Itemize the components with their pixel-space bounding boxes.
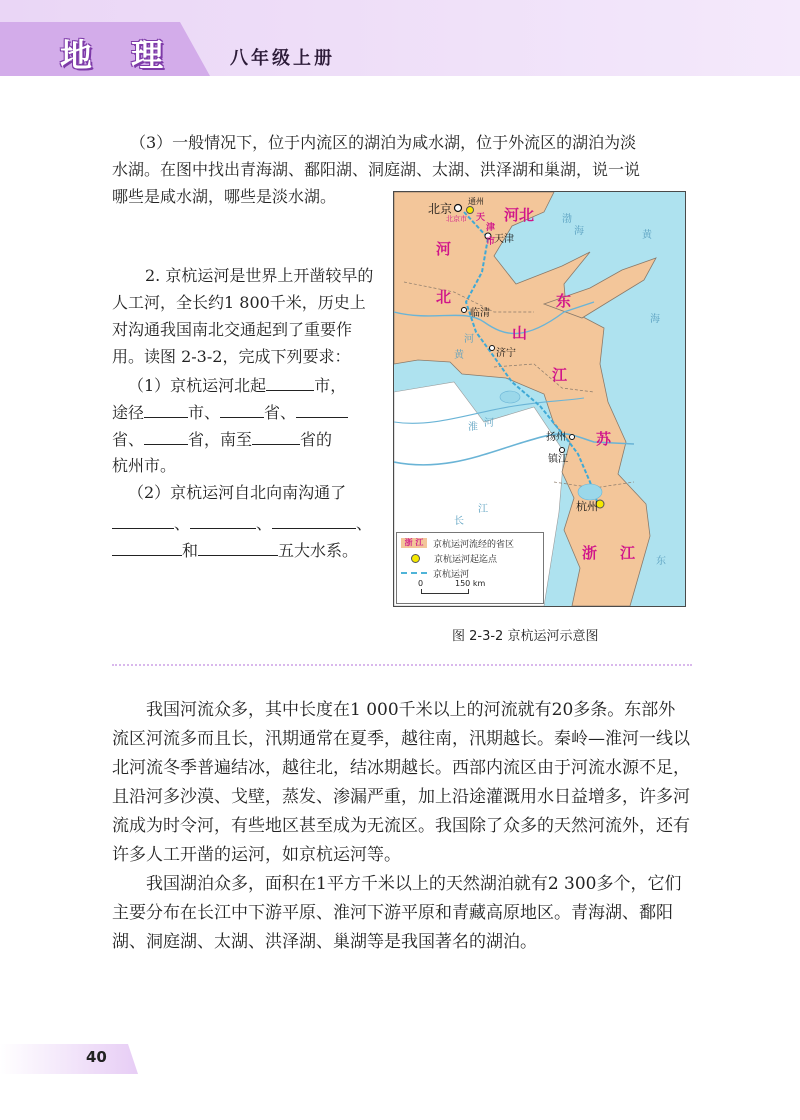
map-water-bo: 渤 — [562, 214, 572, 225]
map-water-chang: 长 — [454, 516, 464, 527]
legend-endpoint-icon — [411, 554, 420, 563]
figure-caption: 图 2-3-2 京杭运河示意图 — [452, 629, 599, 644]
question2-part1-line1 — [128, 372, 346, 399]
map-label-he: 河 — [436, 240, 452, 258]
map-city-beijing: 北京 — [428, 202, 453, 216]
part2-end: 五大水系。 — [278, 541, 359, 560]
body-paragraph-rivers: 我国河流众多，其中长度在1 000千米以上的河流就有20多条。东部外流区河流多而且长，汛期通常在夏季，越往南，汛期越长。秦岭—淮河一线以北河流冬季普遍结冰，越往北，结冰期越长。西部内流区由于河流水源不足，且沿河多沙漠、戈壁，蒸发、渗漏严重，加上沿途灌溉用水日益增多，许多河流成为时令河，有些地区甚至成为无流区。我国除了众多的天然河流外，还有许多人工开凿的运河，如京杭运河等。 — [112, 700, 690, 865]
map-label-jin: 津 — [486, 223, 496, 233]
jining-marker — [490, 346, 495, 351]
yangzhou-marker — [570, 435, 575, 440]
blank-start-city[interactable] — [266, 372, 314, 391]
question2-line2: 人工河，全长约1 800千米，历史上 — [112, 293, 366, 312]
question2-part1-line2 — [112, 399, 348, 426]
map-label-shi: 市 — [486, 237, 496, 247]
blank-province-3[interactable] — [144, 426, 188, 445]
map-water-huai-he: 河 — [484, 418, 494, 429]
page-number: 40 — [86, 1048, 107, 1066]
map-label-bei: 北 — [436, 288, 452, 306]
map-city-hangzhou: 杭州 — [576, 500, 598, 513]
part1-city-sep: 市、 — [188, 403, 221, 422]
map-label-jiang-2: 江 — [620, 544, 636, 562]
section-divider — [112, 664, 692, 666]
legend-canal-icon — [401, 572, 427, 574]
legend-canal-label: 京杭运河 — [433, 569, 470, 580]
map-label-hebei-small: 河北 — [504, 206, 535, 224]
blank-province-2[interactable] — [296, 399, 348, 418]
map-label-jiang: 江 — [552, 366, 568, 384]
map-water-hai-2: 海 — [650, 314, 660, 325]
legend-row-canal — [401, 567, 469, 579]
part2-and: 和 — [182, 541, 199, 560]
subject-title: 地 理 — [60, 36, 178, 74]
question2-line1: 2. 京杭运河是世界上开凿较早的 — [145, 266, 374, 285]
map-city-tianjin: 天津 — [494, 234, 514, 245]
map-city-tongzhou: 通州 — [468, 197, 484, 206]
map-water-jiang: 江 — [478, 504, 488, 515]
question2-part2-line1: （2）京杭运河自北向南沟通了 — [128, 483, 347, 502]
map-water-huang: 黄 — [642, 230, 652, 241]
blank-water-system-5[interactable] — [198, 537, 278, 556]
part1-city-suffix: 市， — [314, 376, 347, 395]
question2-part1-line3 — [112, 426, 332, 453]
question2-line3: 对沟通我国南北交通起到了重要作 — [112, 320, 353, 339]
map-city-yangzhou: 扬州 — [546, 432, 566, 443]
tongzhou-marker — [467, 207, 474, 214]
legend-province-label: 京杭运河流经的省区 — [433, 539, 515, 550]
blank-water-system-1[interactable] — [112, 510, 174, 529]
blank-water-system-3[interactable] — [272, 510, 356, 529]
blank-end-province[interactable] — [252, 426, 300, 445]
blank-province-1[interactable] — [220, 399, 264, 418]
map-city-beijing-shi: 北京市 — [446, 215, 467, 223]
scale-zero: 0 — [418, 579, 424, 588]
blank-via-city[interactable] — [144, 399, 188, 418]
part1-south-to: 省，南至 — [188, 430, 253, 449]
question3-line3: 哪些是咸水湖，哪些是淡水湖。 — [112, 187, 337, 206]
map-city-jining: 济宁 — [496, 348, 516, 359]
question2-part2-line2 — [112, 510, 372, 537]
grade-subtitle: 八年级上册 — [230, 48, 335, 69]
question3-line2: 水湖。在图中找出青海湖、鄱阳湖、洞庭湖、太湖、洪泽湖和巢湖，说一说 — [112, 160, 641, 179]
part1-province-sep: 省、 — [264, 403, 297, 422]
linqing-marker — [462, 308, 467, 313]
map-water-he: 河 — [464, 334, 474, 345]
question2-part2-line3 — [112, 537, 358, 564]
map-water-dong: 东 — [656, 556, 666, 567]
canal-map — [393, 191, 686, 607]
body-text — [112, 696, 692, 957]
blank-water-system-4[interactable] — [112, 537, 182, 556]
map-legend — [396, 532, 544, 604]
map-city-zhenjiang: 镇江 — [548, 454, 568, 465]
beijing-marker — [455, 205, 462, 212]
legend-province-swatch: 浙 江 — [401, 538, 427, 548]
body-paragraph-lakes: 我国湖泊众多，面积在1平方千米以上的天然湖泊就有2 300多个，它们主要分布在长江中下游平原、淮河下游平原和青藏高原地区。青海湖、鄱阳湖、洞庭湖、太湖、洪泽湖、巢湖等是我国著名的湖泊。 — [112, 874, 682, 952]
map-label-zhe: 浙 — [582, 544, 598, 562]
blank-water-system-2[interactable] — [190, 510, 256, 529]
scale-value: 150 km — [455, 579, 486, 588]
part2-sep-1: 、 — [174, 514, 191, 533]
part2-sep-2: 、 — [256, 514, 273, 533]
part1-province-of: 省的 — [300, 430, 333, 449]
part1-start: （1）京杭运河北起 — [128, 376, 267, 395]
map-water-hai: 海 — [574, 226, 584, 237]
map-label-tian: 天 — [476, 213, 486, 223]
question3-line1: （3）一般情况下，位于内流区的湖泊为咸水湖，位于外流区的湖泊为淡 — [130, 133, 637, 152]
map-water-huai: 淮 — [468, 422, 478, 433]
question2-line4: 用。读图 2-3-2，完成下列要求： — [112, 347, 351, 366]
scale-bar — [421, 589, 469, 594]
map-label-shan: 山 — [512, 324, 528, 342]
question2-part1-line4: 杭州市。 — [112, 456, 177, 475]
footer-band — [0, 1044, 138, 1074]
part2-sep-3: 、 — [356, 514, 373, 533]
map-city-linqing: 临清 — [470, 308, 490, 319]
part1-province-sep-2: 省、 — [112, 430, 145, 449]
hongze-lake — [500, 391, 520, 403]
part1-via: 途径 — [112, 403, 145, 422]
legend-row-endpoint — [401, 552, 497, 564]
map-label-su: 苏 — [596, 430, 612, 448]
legend-endpoint-label: 京杭运河起迄点 — [434, 554, 498, 565]
legend-row-province — [401, 537, 514, 549]
map-label-dong: 东 — [556, 292, 572, 310]
map-water-huang-river: 黄 — [454, 350, 464, 361]
